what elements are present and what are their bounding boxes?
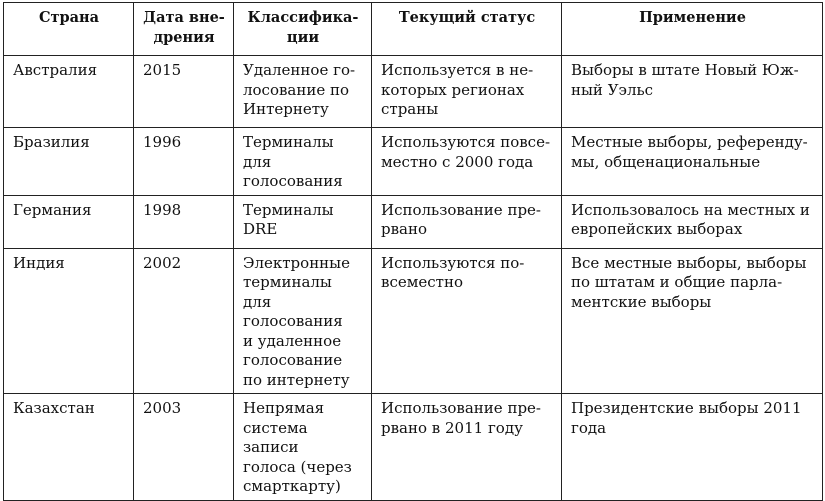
cell-status: Используются повсе- местно с 2000 года xyxy=(372,128,562,196)
table-row xyxy=(4,56,823,128)
table-row xyxy=(4,195,823,248)
cell-application: Президентские выборы 2011 года xyxy=(562,394,823,501)
cell-status: Используется в не- которых регионах страны xyxy=(372,56,562,128)
cell-classification: Терминалы DRE xyxy=(234,195,372,248)
cell-application: Выборы в штате Новый Юж- ный Уэльс xyxy=(562,56,823,128)
table-row xyxy=(4,394,823,501)
table-row xyxy=(4,248,823,394)
cell-country: Германия xyxy=(4,195,134,248)
table-header-row xyxy=(4,3,823,56)
cell-classification: Электронные терминалы для голосования и удаленное голосование по интернету xyxy=(234,248,372,394)
cell-country: Австралия xyxy=(4,56,134,128)
cell-classification: Терминалы для голосования xyxy=(234,128,372,196)
header-date: Дата вне- дрения xyxy=(134,3,234,56)
cell-date: 2003 xyxy=(134,394,234,501)
cell-country: Индия xyxy=(4,248,134,394)
cell-date: 2015 xyxy=(134,56,234,128)
cell-classification: Непрямая система записи голоса (через смарткарту) xyxy=(234,394,372,501)
header-country: Страна xyxy=(4,3,134,56)
cell-application: Использовалось на местных и европейских выборах xyxy=(562,195,823,248)
cell-country: Казахстан xyxy=(4,394,134,501)
cell-date: 1996 xyxy=(134,128,234,196)
cell-application: Все местные выборы, выборы по штатам и общие парла- ментские выборы xyxy=(562,248,823,394)
cell-country: Бразилия xyxy=(4,128,134,196)
header-classification: Классифика- ции xyxy=(234,3,372,56)
cell-status: Используются по- всеместно xyxy=(372,248,562,394)
header-status: Текущий статус xyxy=(372,3,562,56)
cell-status: Использование пре- рвано xyxy=(372,195,562,248)
evoting-table xyxy=(3,2,823,501)
cell-status: Использование пре- рвано в 2011 году xyxy=(372,394,562,501)
table-row xyxy=(4,128,823,196)
header-application: Применение xyxy=(562,3,823,56)
cell-date: 2002 xyxy=(134,248,234,394)
cell-date: 1998 xyxy=(134,195,234,248)
cell-application: Местные выборы, референду- мы, общенациональные xyxy=(562,128,823,196)
cell-classification: Удаленное го- лосование по Интернету xyxy=(234,56,372,128)
